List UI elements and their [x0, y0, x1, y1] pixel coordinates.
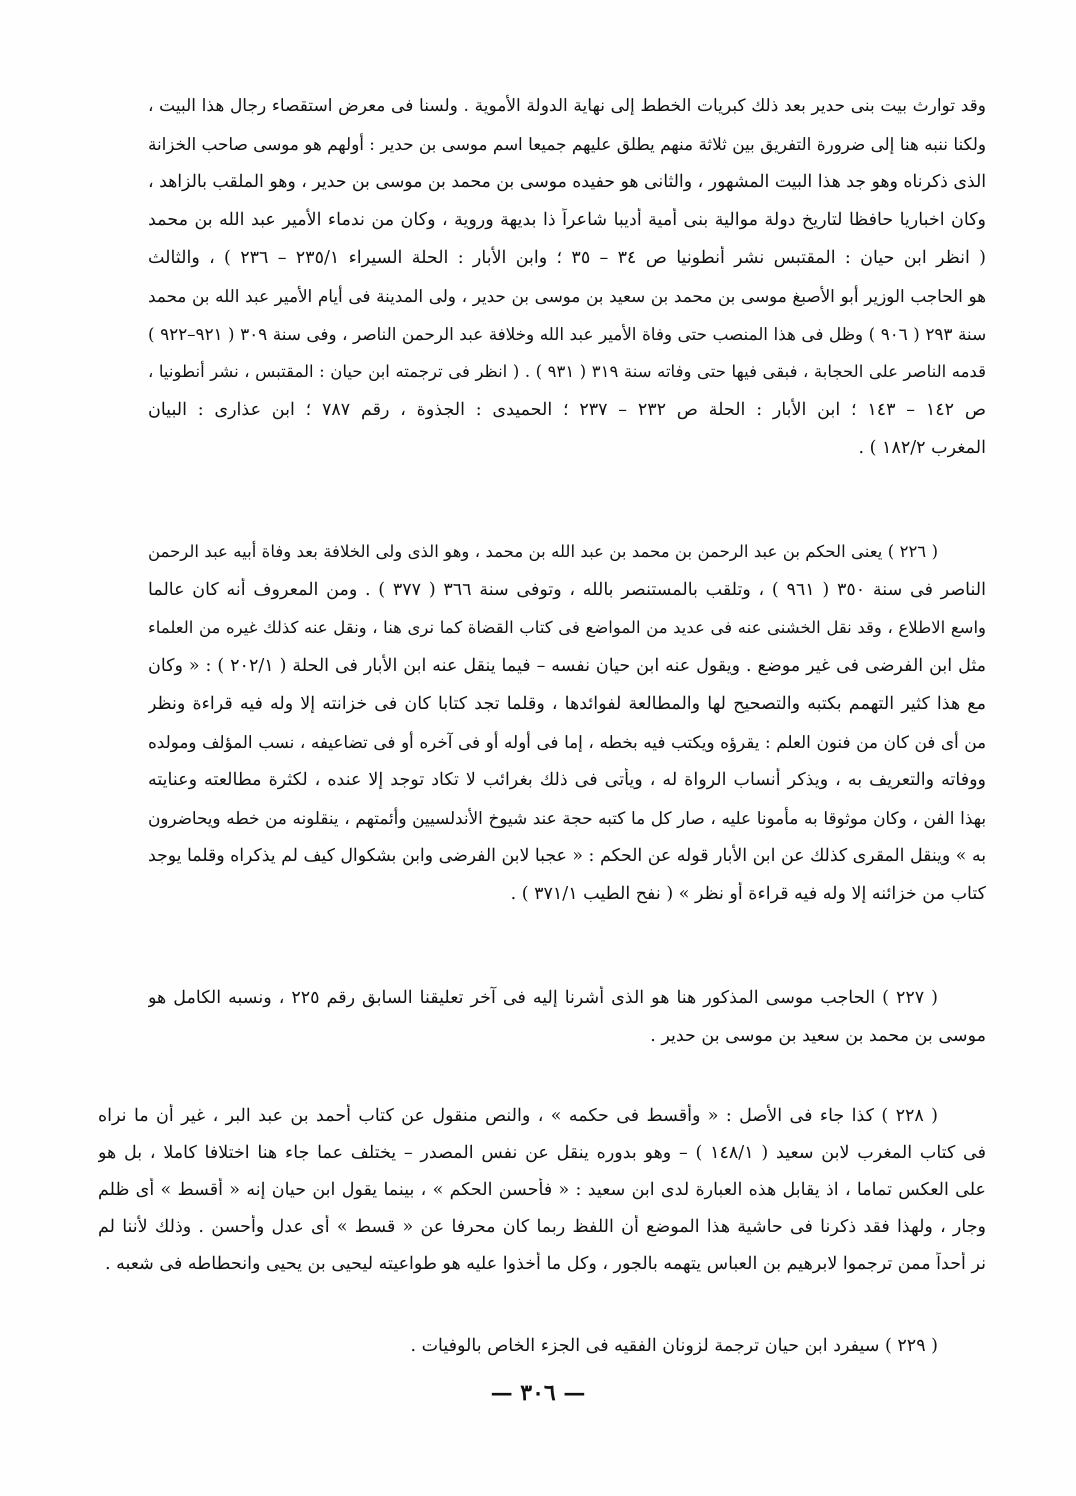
text-line: بهذا الفن ، وكان موثوقا به مأمونا عليه ، صار كل ما كتبه حجة عند شيوخ الأندلسيين وأئمتهم ، ينقلونه من خطه ويحاضرون: [148, 808, 986, 828]
text-line: وجار ، ولهذا فقد ذكرنا فى حاشية هذا الموضع أن اللفظ ربما كان محرفا عن « قسط » أى عدل وأحسن . وذلك لأننا لم: [98, 1217, 986, 1237]
text-line: الذى ذكرناه وهو جد هذا البيت المشهور ، والثانى هو حفيده موسى بن محمد بن موسى بن حدير ، وهو الملقب بالزاهد ،: [148, 172, 986, 192]
note-229: [148, 1334, 938, 1364]
text-line: هو الحاجب الوزير أبو الأصبغ موسى بن محمد بن سعيد بن موسى بن حدير ، ولى المدينة فى أيام الأمير عبد الله بن محمد: [148, 286, 986, 306]
note-225-continuation: [148, 94, 986, 494]
text-line: المغرب ١٨٢/٢ ) .: [858, 438, 986, 458]
text-line: نر أحداً ممن ترجموا لابرهيم بن العباس يتهمه بالجور ، وكل ما أخذوا عليه هو طواعيته ليحيى بن يحيى وانحطاطه فى شعبه .: [104, 1254, 986, 1274]
note-227: [148, 986, 986, 1066]
note-226: [148, 540, 986, 940]
text-line: مع هذا كثير التهمم بكتبه والتصحيح لها والمطالعة لفوائدها ، وقلما تجد كتابا كان فى خزانته إلا وله فيه قراءة ونظر: [148, 694, 986, 714]
text-line: على العكس تماما ، اذ يقابل هذه العبارة لدى ابن سعيد : « فأحسن الحكم » ، بينما يقول ابن حيان إنه « أقسط » أى ظلم: [98, 1180, 986, 1200]
text-line: ( ٢٢٦ ) يعنى الحكم بن عبد الرحمن بن محمد بن عبد الله بن محمد ، وهو الذى ولى الخلافة بعد وفاة أبيه عبد الرحمن: [148, 542, 938, 561]
text-line: واسع الاطلاع ، وقد نقل الخشنى عنه فى عديد من المواضع فى كتاب القضاة كما نرى هنا ، ونقل عنه كذلك غيره من العلماء: [148, 618, 986, 637]
text-line: ( ٢٢٨ ) كذا جاء فى الأصل : « وأقسط فى حكمه » ، والنص منقول عن كتاب أحمد بن عبد البر ، غير أن ما نراه: [98, 1106, 938, 1126]
text-line: ( انظر ابن حيان : المقتبس نشر أنطونيا ص ٣٤ – ٣٥ ؛ وابن الأبار : الحلة السيراء ٢٣٥/١ – ٢٣٦ ) ، والثالث: [148, 248, 986, 268]
text-line: وكان اخباريا حافظا لتاريخ دولة موالية بنى أمية أديبا شاعراً ذا بديهة وروية ، وكان من ندماء الأمير عبد الله بن محمد: [148, 210, 986, 230]
text-line: ( ٢٢٧ ) الحاجب موسى المذكور هنا هو الذى أشرنا إليه فى آخر تعليقنا السابق رقم ٢٢٥ ، ونسبه الكامل هو: [148, 988, 938, 1008]
page-number: — ٣٠٦ —: [490, 1380, 586, 1406]
note-228: [98, 1104, 986, 1304]
text-line: وقد توارث بيت بنى حدير بعد ذلك كبريات الخطط إلى نهاية الدولة الأموية . ولسنا فى معرض استقصاء رجال هذا البيت ،: [148, 96, 986, 116]
text-line: قدمه الناصر على الحجابة ، فبقى فيها حتى وفاته سنة ٣١٩ ( ٩٣١ ) . ( انظر فى ترجمته ابن حيان : المقتبس ، نشر أنطونيا ،: [148, 362, 986, 381]
text-line: ووفاته والتعريف به ، ويذكر أنساب الرواة له ، ويأتى فى ذلك بغرائب لا تكاد توجد إلا عنده ، لكثرة مطالعته وعنايته: [148, 770, 986, 790]
text-line: فى كتاب المغرب لابن سعيد ( ١٤٨/١ ) – وهو بدوره ينقل عن نفس المصدر – يختلف عما جاء هنا اختلافا كاملا ، بل هو: [98, 1143, 986, 1163]
text-line: سنة ٢٩٣ ( ٩٠٦ ) وظل فى هذا المنصب حتى وفاة الأمير عبد الله وخلافة عبد الرحمن الناصر ، وفى سنة ٣٠٩ ( ٩٢١–٩٢٢ ): [148, 324, 986, 344]
text-line: به » وينقل المقرى كذلك عن ابن الأبار قوله عن الحكم : « عجبا لابن الفرضى وابن بشكوال كيف لم يذكراه وقلما يوجد: [148, 846, 986, 866]
text-line: ولكنا ننبه هنا إلى ضرورة التفريق بين ثلاثة منهم يطلق عليهم جميعا اسم موسى بن حدير : أولهم هو موسى صاحب الخزانة: [148, 134, 986, 154]
text-line: موسى بن محمد بن سعيد بن موسى بن حدير .: [650, 1026, 986, 1046]
text-line: ص ١٤٢ – ١٤٣ ؛ ابن الأبار : الحلة ص ٢٣٢ – ٢٣٧ ؛ الحميدى : الجذوة ، رقم ٧٨٧ ؛ ابن عذارى : البيان: [148, 400, 986, 420]
text-line: الناصر فى سنة ٣٥٠ ( ٩٦١ ) ، وتلقب بالمستنصر بالله ، وتوفى سنة ٣٦٦ ( ٣٧٧ ) . ومن المعروف أنه كان عالما: [148, 580, 986, 600]
text-line: كتاب من خزائنه إلا وله فيه قراءة أو نظر » ( نفح الطيب ٣٧١/١ ) .: [510, 884, 986, 904]
text-line: من أى فن كان من فنون العلم : يقرؤه ويكتب فيه بخطه ، إما فى أوله أو فى آخره أو فى تضاعيفه ، نسب المؤلف ومولده: [148, 732, 986, 752]
text-line: مثل ابن الفرضى فى غير موضع . ويقول عنه ابن حيان نفسه – فيما ينقل عنه ابن الأبار فى الحلة ( ٢٠٢/١ ) : « وكان: [148, 656, 986, 676]
text-line: ( ٢٢٩ ) سيفرد ابن حيان ترجمة لزونان الفقيه فى الجزء الخاص بالوفيات .: [410, 1336, 938, 1356]
